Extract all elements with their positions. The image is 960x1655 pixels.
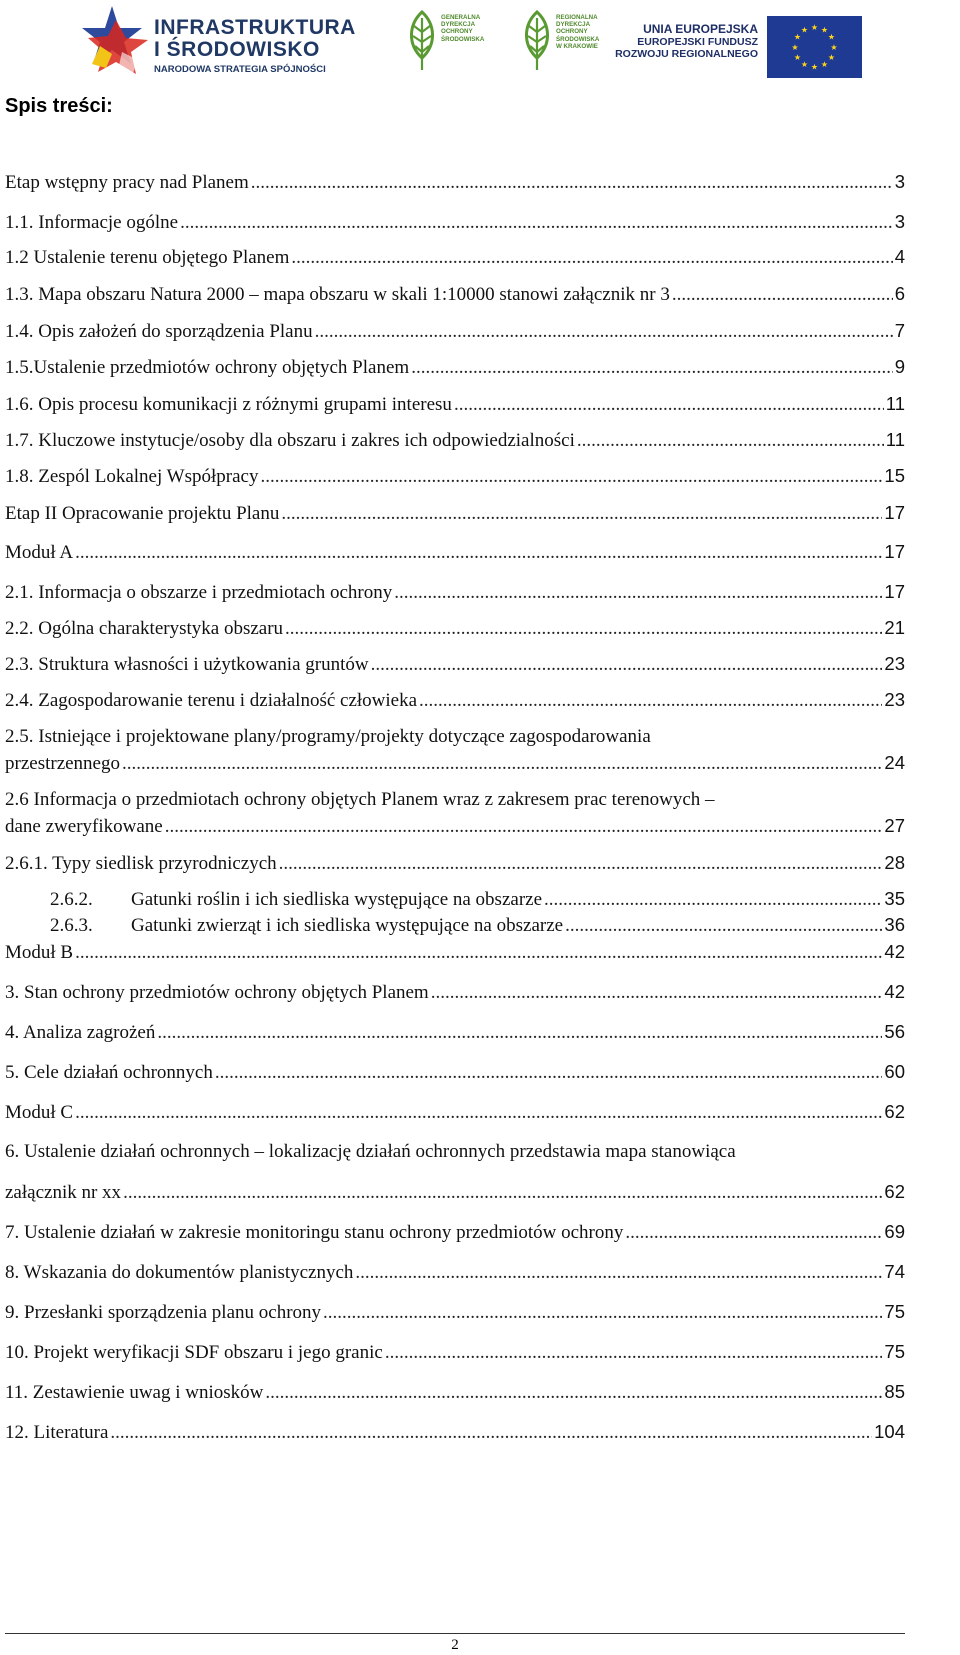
toc-entry-page: 60	[884, 1061, 905, 1082]
toc-entry-label: 1.4. Opis założeń do sporządzenia Planu	[5, 321, 313, 342]
dot-leader	[315, 321, 893, 343]
svg-text:★: ★	[820, 60, 829, 69]
toc-entry-page: 28	[884, 852, 905, 873]
toc-entry-label: Moduł B	[5, 942, 74, 963]
toc-entry-page: 17	[884, 502, 905, 523]
toc-entry[interactable]	[5, 393, 905, 419]
svg-text:★: ★	[810, 23, 819, 32]
dot-leader	[431, 982, 883, 1004]
toc-entry[interactable]	[5, 815, 905, 841]
toc-entry[interactable]	[5, 541, 905, 567]
toc-entry-label: 2.1. Informacja o obszarze i przedmiotach ochrony	[5, 582, 393, 603]
toc-entry[interactable]	[5, 852, 905, 878]
toc-entry-page: 11	[885, 393, 905, 414]
dot-leader	[122, 753, 882, 775]
svg-text:★: ★	[810, 62, 819, 72]
dot-leader	[544, 889, 882, 911]
dot-leader	[411, 357, 893, 379]
toc-entry-page: 85	[884, 1381, 905, 1402]
toc-entry[interactable]	[50, 914, 905, 940]
svg-text:★: ★	[791, 43, 799, 52]
toc-entry[interactable]	[5, 320, 905, 346]
logo-line-2: I ŚRODOWISKO	[154, 38, 320, 61]
toc-entry[interactable]	[5, 653, 905, 679]
toc-entry[interactable]	[5, 465, 905, 491]
dot-leader	[394, 582, 882, 604]
page-number: 2	[451, 1637, 459, 1653]
toc-entry-label: 1.3. Mapa obszaru Natura 2000 – mapa obszaru w skali 1:10000 stanowi załącznik nr 3	[5, 284, 670, 305]
eu-line-1: UNIA EUROPEJSKA	[643, 22, 758, 36]
toc-entry-title: Gatunki roślin i ich siedliska występujące na obszarze	[131, 889, 543, 910]
toc-entry-page: 23	[884, 653, 905, 674]
svg-text:★: ★	[793, 32, 802, 42]
toc-entry[interactable]	[5, 981, 905, 1007]
dot-leader	[265, 1382, 882, 1404]
toc-entry[interactable]	[5, 429, 905, 455]
toc-heading: Spis treści:	[5, 95, 113, 117]
toc-entry[interactable]	[5, 617, 905, 643]
toc-entry[interactable]	[50, 888, 905, 914]
toc-entry-label: załącznik nr xx	[5, 1182, 122, 1203]
svg-text:★: ★	[793, 53, 802, 62]
toc-entry-label: 11. Zestawienie uwag i wniosków	[5, 1382, 264, 1403]
toc-entry[interactable]	[5, 502, 905, 528]
dot-leader	[215, 1062, 883, 1084]
toc-entry-title: Gatunki zwierząt i ich siedliska występujące na obszarze	[131, 915, 564, 936]
toc-entry-label: 1.5.Ustalenie przedmiotów ochrony objętych Planem	[5, 357, 410, 378]
toc-entry-label: 3. Stan ochrony przedmiotów ochrony objętych Planem	[5, 982, 429, 1003]
toc-entry[interactable]	[5, 283, 905, 309]
toc-entry-page: 56	[884, 1021, 905, 1042]
svg-text:★: ★	[800, 25, 809, 35]
toc-entry-page: 35	[884, 888, 905, 909]
toc-entry-label: 1.8. Zespól Lokalnej Współpracy	[5, 466, 259, 487]
toc-entry-label	[50, 915, 563, 937]
toc-entry-label: 9. Przesłanki sporządzenia planu ochrony	[5, 1302, 322, 1323]
dot-leader	[625, 1222, 882, 1244]
toc-entry-label: 1.7. Kluczowe instytucje/osoby dla obszaru i zakres ich odpowiedzialności	[5, 430, 575, 451]
toc-entry-page: 74	[884, 1261, 905, 1282]
toc-entry-label-line1: 2.6 Informacja o przedmiotach ochrony objętych Planem wraz z zakresem prac terenowych –	[5, 789, 715, 810]
toc-entry[interactable]	[5, 1381, 905, 1407]
toc-entry-label: 12. Literatura	[5, 1422, 109, 1443]
gdos-logo-text: GENERALNA DYREKCJA OCHRONY ŚRODOWISKA	[441, 14, 485, 43]
toc-entry-page: 75	[884, 1301, 905, 1322]
toc-entry-page: 7	[894, 320, 905, 341]
toc-entry-label	[50, 889, 542, 911]
toc-entry-label: Moduł C	[5, 1102, 74, 1123]
toc-entry-page: 62	[884, 1181, 905, 1202]
toc-entry[interactable]	[5, 1221, 905, 1247]
eu-line-2: EUROPEJSKI FUNDUSZ	[637, 36, 758, 48]
toc-entry-number: 2.6.3.	[50, 915, 93, 936]
logo-line-3: NARODOWA STRATEGIA SPÓJNOŚCI	[154, 64, 326, 75]
toc-entry-label: 7. Ustalenie działań w zakresie monitoringu stanu ochrony przedmiotów ochrony	[5, 1222, 624, 1243]
toc-entry[interactable]	[5, 1341, 905, 1367]
svg-text:★: ★	[830, 43, 838, 52]
toc-entry[interactable]	[5, 941, 905, 967]
toc-entry[interactable]	[5, 171, 905, 197]
dot-leader	[157, 1022, 882, 1044]
dot-leader	[672, 284, 893, 306]
toc-entry-label: 1.2 Ustalenie terenu objętego Planem	[5, 247, 290, 268]
toc-entry-label: 10. Projekt weryfikacji SDF obszaru i jego granic	[5, 1342, 383, 1363]
toc-entry-label: przestrzennego	[5, 753, 120, 774]
dot-leader	[281, 503, 882, 525]
toc-entry-page: 23	[884, 689, 905, 710]
toc-entry-label: 1.6. Opis procesu komunikacji z różnymi grupami interesu	[5, 394, 452, 415]
dot-leader	[165, 816, 883, 838]
toc-entry[interactable]	[5, 1061, 905, 1087]
svg-text:★: ★	[827, 53, 836, 62]
dot-leader	[371, 654, 883, 676]
dot-leader	[110, 1422, 872, 1444]
dot-leader	[75, 542, 882, 564]
toc-entry-page: 11	[885, 429, 905, 450]
toc-entry[interactable]	[5, 356, 905, 382]
toc-entry-page: 24	[884, 752, 905, 773]
toc-entry-page: 3	[894, 211, 905, 232]
svg-text:★: ★	[820, 25, 829, 35]
toc-entry-label: 2.6.1. Typy siedlisk przyrodniczych	[5, 853, 277, 874]
toc-entry-page: 27	[884, 815, 905, 836]
toc-entry[interactable]	[5, 211, 905, 237]
dot-leader	[260, 466, 882, 488]
toc-entry-page: 9	[894, 356, 905, 377]
dot-leader	[419, 690, 882, 712]
toc-entry-label: 2.2. Ogólna charakterystyka obszaru	[5, 618, 284, 639]
toc-entry-label: 8. Wskazania do dokumentów planistycznych	[5, 1262, 354, 1283]
toc-entry-page: 15	[884, 465, 905, 486]
toc-entry-page: 3	[894, 171, 905, 192]
toc-entry-page: 62	[884, 1101, 905, 1122]
toc-entry[interactable]	[5, 1261, 905, 1287]
toc-entry-page: 21	[884, 617, 905, 638]
toc-entry-label: 4. Analiza zagrożeń	[5, 1022, 156, 1043]
toc-entry-label: Etap II Opracowanie projektu Planu	[5, 503, 280, 524]
dot-leader	[180, 212, 893, 234]
toc-entry[interactable]	[5, 246, 905, 272]
dot-leader	[355, 1262, 882, 1284]
toc-entry-page: 4	[894, 246, 905, 267]
dot-leader	[323, 1302, 882, 1324]
toc-entry-label: Moduł A	[5, 542, 74, 563]
rdos-logo-text: REGIONALNA DYREKCJA OCHRONY ŚRODOWISKA W KRAKOWIE	[556, 14, 600, 50]
toc-entry-page: 36	[884, 914, 905, 935]
toc-entry-page: 42	[884, 941, 905, 962]
dot-leader	[385, 1342, 883, 1364]
toc-entry-page: 42	[884, 981, 905, 1002]
toc-entry-label: 2.3. Struktura własności i użytkowania gruntów	[5, 654, 369, 675]
toc-entry-page: 17	[884, 541, 905, 562]
toc-entry[interactable]	[5, 1421, 905, 1447]
toc-entry-page: 75	[884, 1341, 905, 1362]
toc-entry-page: 17	[884, 581, 905, 602]
toc-entry-page: 104	[874, 1421, 905, 1442]
toc-entry[interactable]	[5, 752, 905, 778]
dot-leader	[285, 618, 882, 640]
toc-entry-label: Etap wstępny pracy nad Planem	[5, 172, 249, 193]
toc-entry-label: 2.4. Zagospodarowanie terenu i działalność człowieka	[5, 690, 418, 711]
svg-text:★: ★	[800, 60, 809, 69]
toc-entry[interactable]	[5, 581, 905, 607]
toc-entry-label-line1: 6. Ustalenie działań ochronnych – lokalizację działań ochronnych przedstawia mapa stanowiąca	[5, 1141, 736, 1162]
eu-line-3: ROZWOJU REGIONALNEGO	[615, 48, 758, 60]
toc-entry-number: 2.6.2.	[50, 889, 93, 910]
toc-entry[interactable]	[5, 689, 905, 715]
toc-entry-label: dane zweryfikowane	[5, 816, 163, 837]
dot-leader	[577, 430, 884, 452]
dot-leader	[565, 915, 882, 937]
svg-text:★: ★	[827, 32, 836, 42]
toc-entry[interactable]	[5, 1021, 905, 1047]
dot-leader	[291, 247, 892, 269]
toc-entry-label: 5. Cele działań ochronnych	[5, 1062, 213, 1083]
footer-divider	[5, 1633, 905, 1634]
dot-leader	[279, 853, 883, 875]
dot-leader	[123, 1182, 882, 1204]
toc-entry-page: 6	[894, 283, 905, 304]
toc-entry[interactable]	[5, 1301, 905, 1327]
dot-leader	[75, 942, 882, 964]
toc-entry-page: 69	[884, 1221, 905, 1242]
dot-leader	[75, 1102, 882, 1124]
dot-leader	[454, 394, 884, 416]
toc-entry[interactable]	[5, 1101, 905, 1127]
logo-line-1: INFRASTRUKTURA	[154, 16, 356, 39]
dot-leader	[251, 172, 893, 194]
toc-entry-label-line1: 2.5. Istniejące i projektowane plany/programy/projekty dotyczące zagospodarowania	[5, 726, 651, 747]
toc-entry[interactable]	[5, 1181, 905, 1207]
toc-entry-label: 1.1. Informacje ogólne	[5, 212, 179, 233]
